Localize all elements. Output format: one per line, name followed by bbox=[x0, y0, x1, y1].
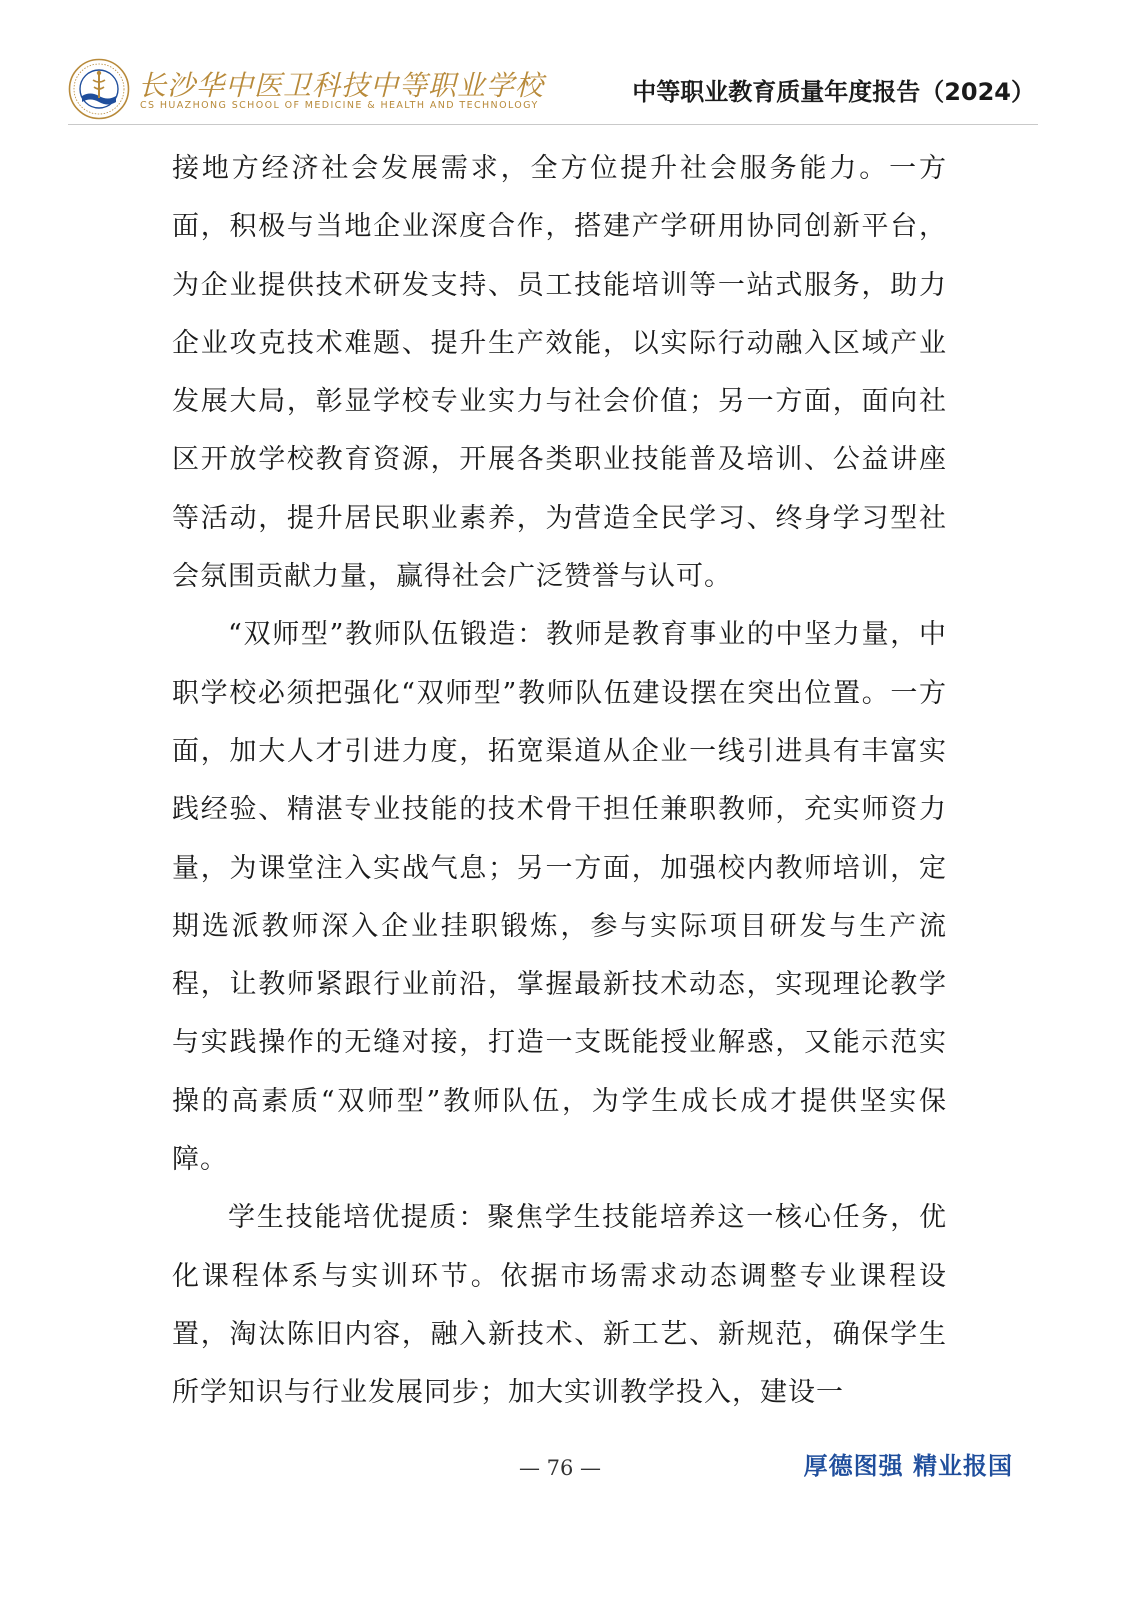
school-name-cn: 长沙华中医卫科技中等职业学校 bbox=[138, 69, 545, 102]
school-motto: 厚德图强 精业报国 bbox=[803, 1452, 1013, 1480]
page-header bbox=[0, 0, 1131, 130]
paragraph-student-skills: 学生技能培优提质：聚焦学生技能培养这一核心任务，优化课程体系与实训环节。依据市场需求动态调整专业课程设置，淘汰陈旧内容，融入新技术、新工艺、新规范，确保学生所学知识与行业发展同步；加大实训教学投入，建设一 bbox=[172, 1202, 947, 1409]
school-emblem-icon bbox=[68, 58, 130, 120]
paragraph-dual-qualified-teachers: “双师型”教师队伍锻造：教师是教育事业的中坚力量，中职学校必须把强化“双师型”教师队伍建设摆在突出位置。一方面，加大人才引进力度，拓宽渠道从企业一线引进具有丰富实践经验、精湛专业技能的技术骨干担任兼职教师，充实师资力量，为课堂注入实战气息；另一方面，加强校内教师培训，定期选派教师深入企业挂职锻炼，参与实际项目研发与生产流程，让教师紧跟行业前沿，掌握最新技术动态，实现理论教学与实践操作的无缝对接，打造一支既能授业解惑，又能示范实操的高素质“双师型”教师队伍，为学生成长成才提供坚实保障。 bbox=[172, 619, 947, 1176]
body-text bbox=[172, 140, 947, 1423]
school-name-en: CS HUAZHONG SCHOOL OF MEDICINE & HEALTH AND TECHNOLOGY bbox=[140, 100, 539, 111]
header-divider bbox=[68, 124, 1038, 125]
report-title: 中等职业教育质量年度报告（2024） bbox=[632, 78, 1035, 106]
paragraph-continued: 接地方经济社会发展需求，全方位提升社会服务能力。一方面，积极与当地企业深度合作，搭建产学研用协同创新平台，为企业提供技术研发支持、员工技能培训等一站式服务，助力企业攻克技术难题、提升生产效能，以实际行动融入区域产业发展大局，彰显学校专业实力与社会价值；另一方面，面向社区开放学校教育资源，开展各类职业技能普及培训、公益讲座等活动，提升居民职业素养，为营造全民学习、终身学习型社会氛围贡献力量，赢得社会广泛赞誉与认可。 bbox=[172, 153, 947, 593]
page-number: — 76 — bbox=[518, 1456, 602, 1480]
